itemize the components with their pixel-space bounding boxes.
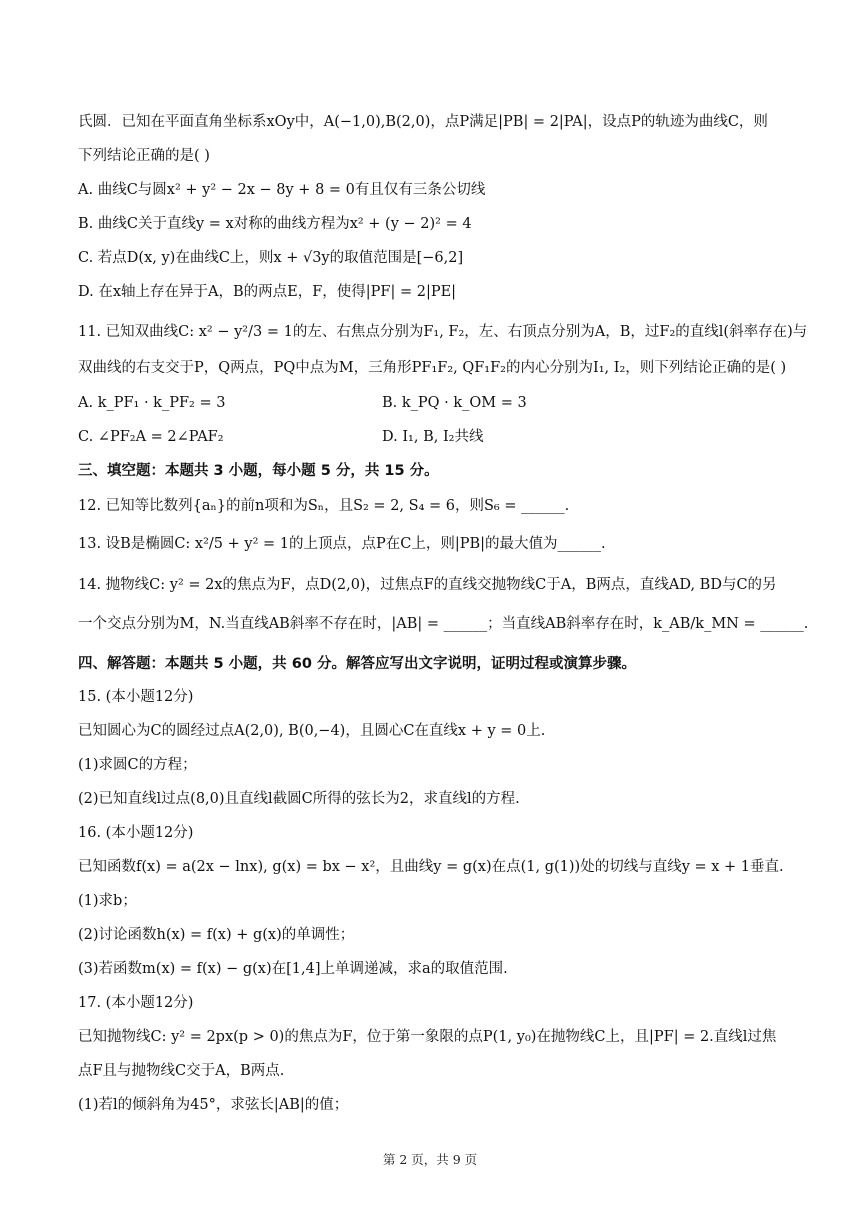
text-line: 下列结论正确的是( )	[78, 148, 210, 164]
q11-option-b: B. k_PQ · k_OM = 3	[382, 395, 527, 411]
q11-options-row	[78, 393, 782, 413]
question-15-title: 15. (本小题12分)	[78, 689, 194, 705]
text-line: (2)已知直线l过点(8,0)且直线l截圆C所得的弦长为2，求直线l的方程.	[78, 791, 520, 807]
text-line: 已知函数f(x) = a(2x − lnx), g(x) = bx − x²，且曲线y = g(x)在点(1, g(1))处的切线与直线y = x + 1垂直.	[78, 859, 784, 875]
q11-options-row	[78, 427, 782, 447]
option-c: C. 若点D(x, y)在曲线C上，则x + √3y的取值范围是[−6,2]	[78, 250, 464, 266]
question-11: 11. 已知双曲线C: x² − y²/3 = 1的左、右焦点分别为F₁, F₂，左、右顶点分别为A，B，过F₂的直线l(斜率存在)与	[78, 324, 808, 340]
text-line: (3)若函数m(x) = f(x) − g(x)在[1,4]上单调递减，求a的取值范围.	[78, 961, 508, 977]
question-12: 12. 已知等比数列{aₙ}的前n项和为Sₙ，且S₂ = 2, S₄ = 6，则S₆ = ______.	[78, 498, 570, 514]
text-line: 一个交点分别为M，N.当直线AB斜率不存在时，|AB| = ______；当直线AB斜率存在时，k_AB/k_MN = ______.	[78, 616, 809, 632]
text-line: (1)求圆C的方程；	[78, 757, 197, 773]
option-b: B. 曲线C关于直线y = x对称的曲线方程为x² + (y − 2)² = 4	[78, 216, 472, 232]
text-line: 已知圆心为C的圆经过点A(2,0), B(0,−4)，且圆心C在直线x + y = 0上.	[78, 723, 546, 739]
text-line: (2)讨论函数h(x) = f(x) + g(x)的单调性；	[78, 927, 355, 943]
text-line: 氏圆．已知在平面直角坐标系xOy中，A(−1,0),B(2,0)，点P满足|PB| = 2|PA|，设点P的轨迹为曲线C，则	[78, 114, 768, 130]
section-heading: 四、解答题：本题共 5 小题，共 60 分。解答应写出文字说明，证明过程或演算步骤。	[78, 656, 636, 672]
question-17-title: 17. (本小题12分)	[78, 995, 194, 1011]
question-13: 13. 设B是椭圆C: x²/5 + y² = 1的上顶点，点P在C上，则|PB|的最大值为______.	[78, 536, 606, 552]
option-a: A. 曲线C与圆x² + y² − 2x − 8y + 8 = 0有且仅有三条公切线	[78, 182, 486, 198]
q11-option-a: A. k_PF₁ · k_PF₂ = 3	[78, 395, 226, 411]
question-16-title: 16. (本小题12分)	[78, 825, 194, 841]
text-line: (1)求b；	[78, 893, 137, 909]
text-line: 点F且与抛物线C交于A，B两点.	[78, 1063, 285, 1079]
text-line: (1)若l的倾斜角为45°，求弦长|AB|的值；	[78, 1097, 349, 1113]
q11-option-d: D. I₁, B, I₂共线	[382, 429, 484, 445]
text-line: 双曲线的右支交于P，Q两点，PQ中点为M，三角形PF₁F₂, QF₁F₂的内心分别为I₁, I₂，则下列结论正确的是( )	[78, 360, 787, 376]
q11-option-c: C. ∠PF₂A = 2∠PAF₂	[78, 429, 224, 445]
page-footer: 第 2 页，共 9 页	[382, 1152, 478, 1167]
text-line: 已知抛物线C: y² = 2px(p > 0)的焦点为F，位于第一象限的点P(1, y₀)在抛物线C上，且|PF| = 2.直线l过焦	[78, 1029, 777, 1045]
question-14: 14. 抛物线C: y² = 2x的焦点为F，点D(2,0)，过焦点F的直线交抛物线C于A，B两点，直线AD, BD与C的另	[78, 577, 777, 593]
section-heading: 三、填空题：本题共 3 小题，每小题 5 分，共 15 分。	[78, 463, 439, 479]
option-d: D. 在x轴上存在异于A，B的两点E，F，使得|PF| = 2|PE|	[78, 284, 457, 300]
